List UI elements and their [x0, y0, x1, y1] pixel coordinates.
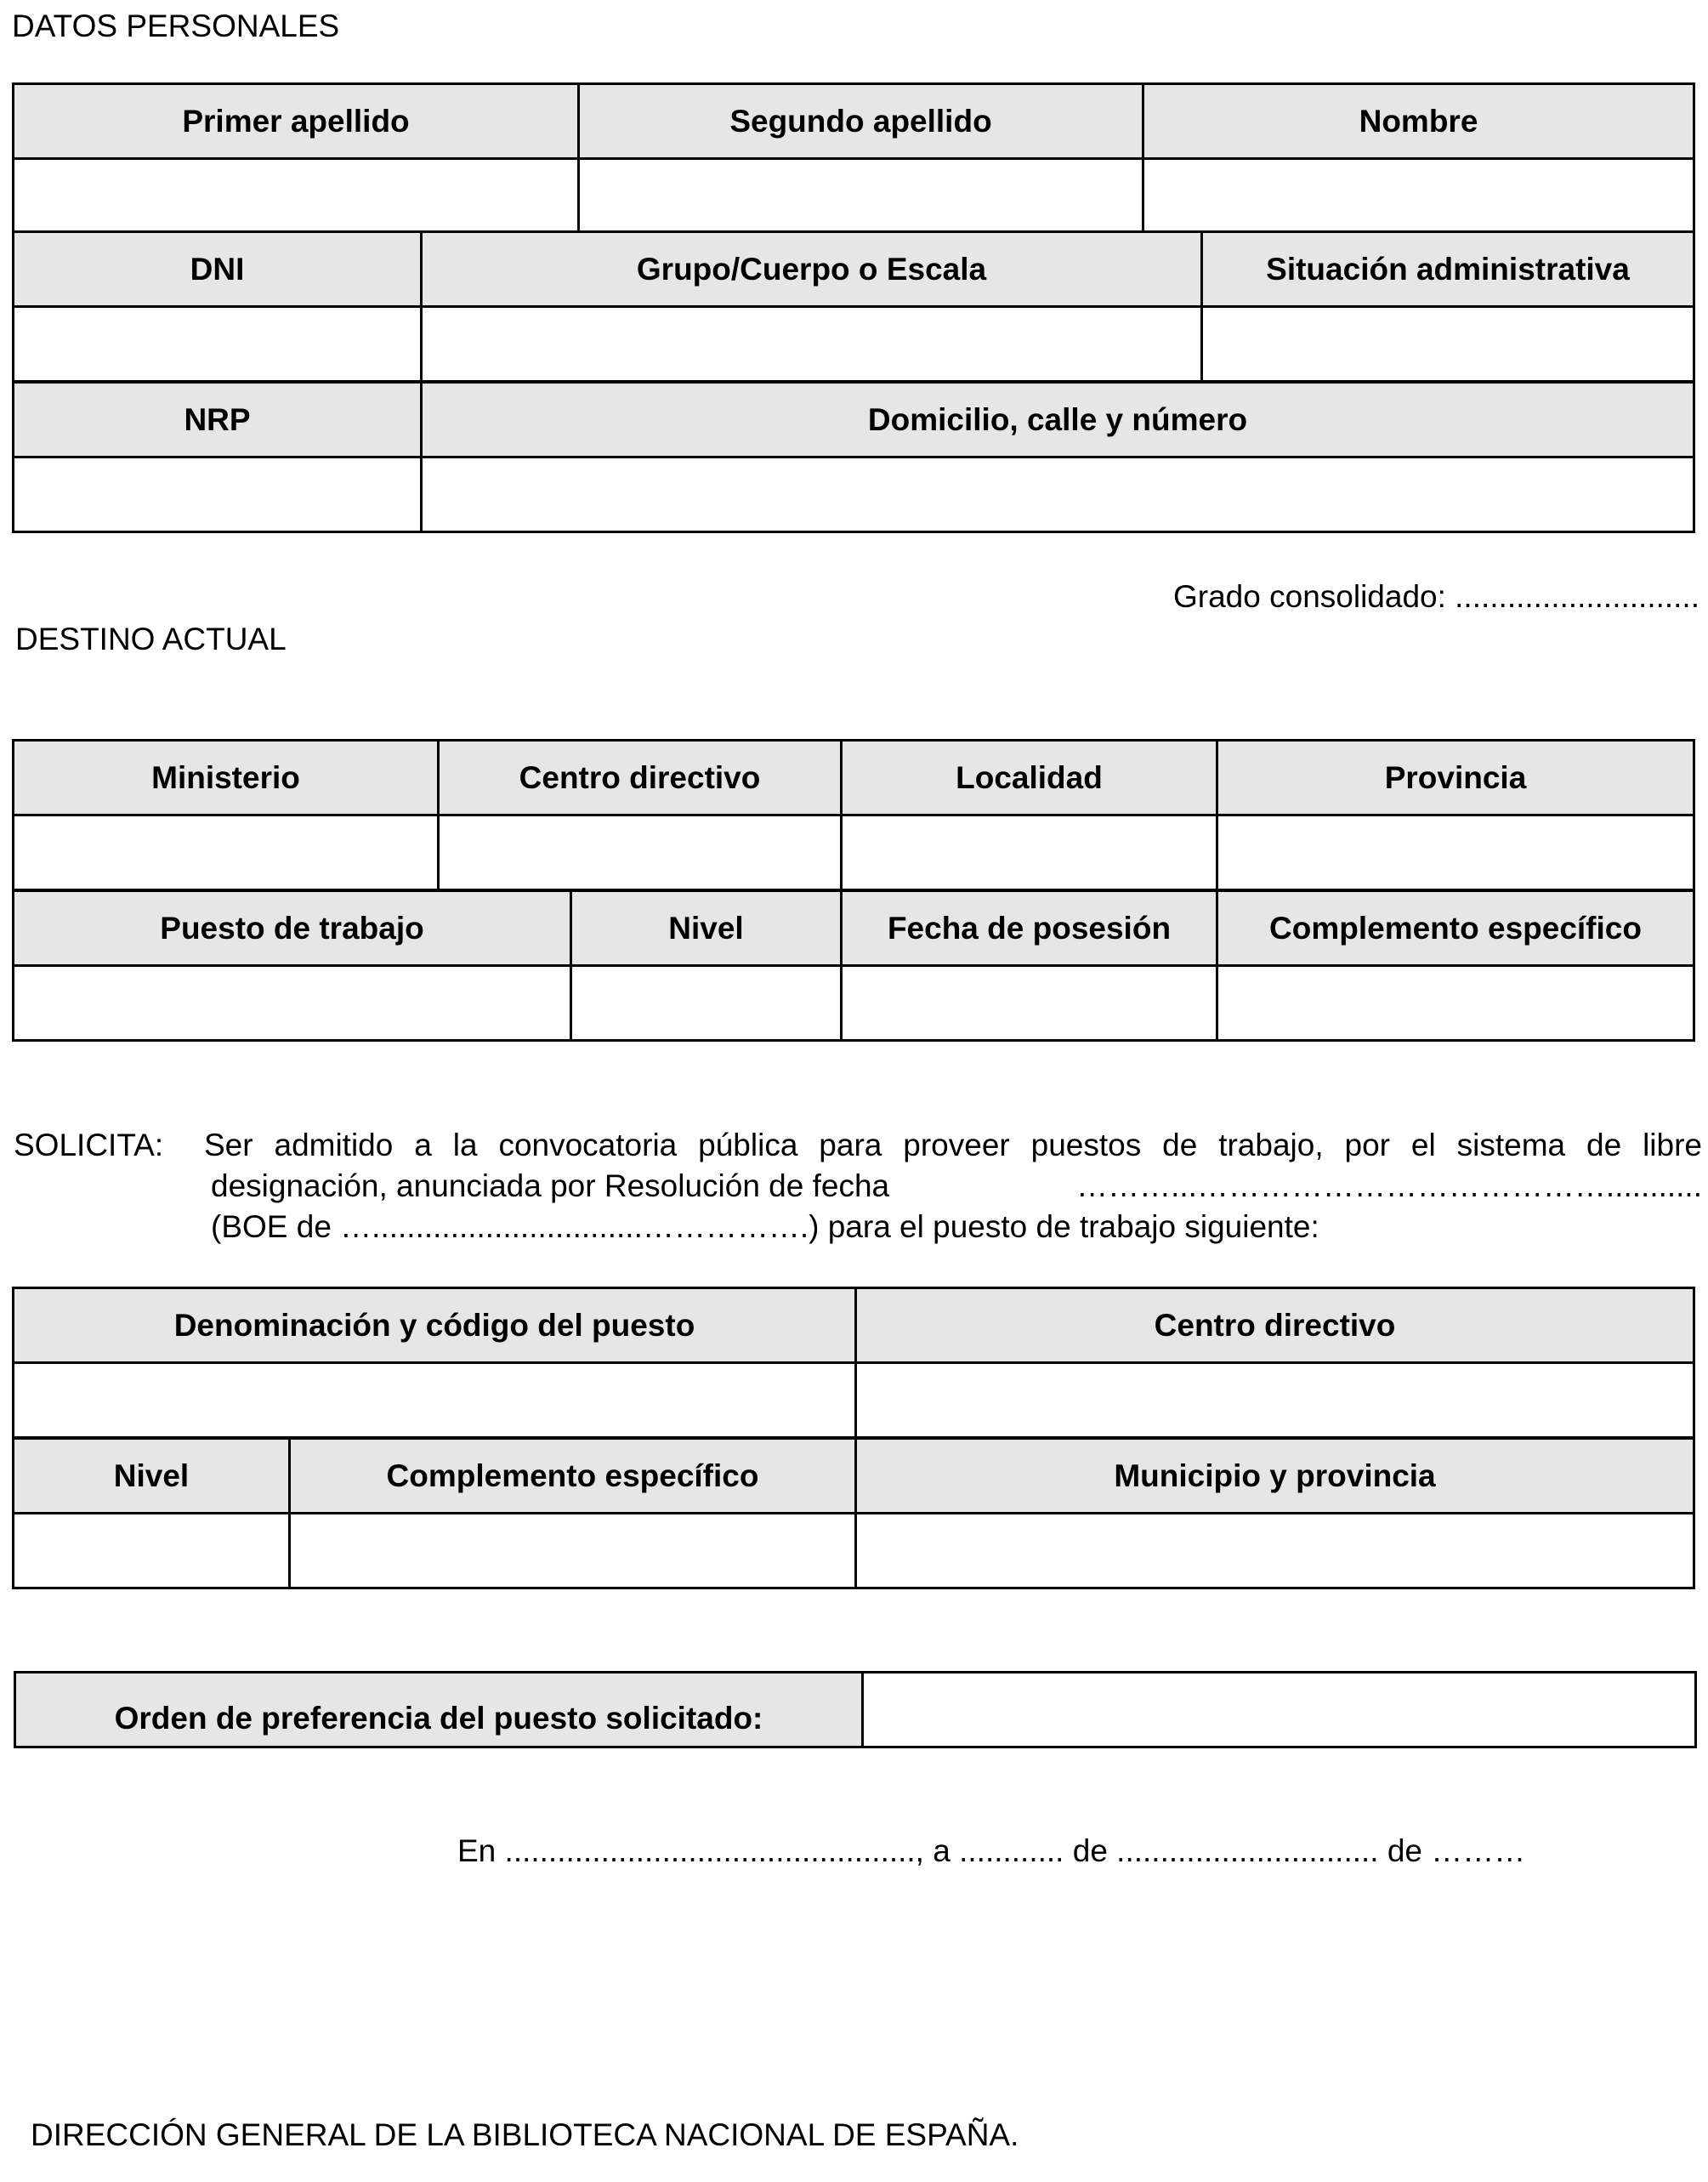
solicita-line-3: (BOE de …...............................…………….) para el puesto de trabajo siguiente:	[211, 1209, 1319, 1244]
header-segundo-apellido: Segundo apellido	[579, 84, 1143, 159]
header-situacion-administrativa: Situación administrativa	[1202, 232, 1694, 307]
primer-apellido-field[interactable]	[14, 159, 579, 234]
resolucion-fecha-dots[interactable]: ………...…………………………………...........	[1076, 1168, 1702, 1203]
fecha-de-posesion-field[interactable]	[842, 966, 1217, 1041]
puesto-solicitado-table-b	[12, 1437, 1695, 1589]
header-domicilio: Domicilio, calle y número	[422, 383, 1694, 457]
header-complemento-especifico: Complemento específico	[1217, 891, 1694, 966]
solicita-line-1: Ser admitido a la convocatoria pública para proveer puestos de trabajo, por el sistema de libre	[204, 1128, 1702, 1162]
nombre-field[interactable]	[1143, 159, 1694, 234]
section-title-destino-actual: DESTINO ACTUAL	[15, 622, 287, 656]
header-complemento-especifico-solicitado: Complemento específico	[290, 1439, 856, 1514]
header-municipio-provincia: Municipio y provincia	[856, 1439, 1694, 1514]
nivel-field[interactable]	[571, 966, 842, 1041]
footer-destinatario: DIRECCIÓN GENERAL DE LA BIBLIOTECA NACIONAL DE ESPAÑA.	[31, 2117, 1019, 2152]
header-localidad: Localidad	[842, 741, 1217, 815]
header-provincia: Provincia	[1217, 741, 1694, 815]
destino-actual-table-b	[12, 889, 1695, 1042]
ministerio-field[interactable]	[14, 815, 439, 890]
nrp-field[interactable]	[14, 457, 422, 532]
header-centro-directivo: Centro directivo	[439, 741, 842, 815]
header-dni: DNI	[14, 232, 422, 307]
situacion-administrativa-field[interactable]	[1202, 307, 1694, 382]
header-denominacion-codigo-puesto: Denominación y código del puesto	[14, 1288, 856, 1363]
lugar-fecha-line[interactable]: En ..............................................., a ............ de .............................. de ………	[457, 1833, 1526, 1868]
header-nivel-solicitado: Nivel	[14, 1439, 290, 1514]
puesto-solicitado-table-a	[12, 1287, 1695, 1439]
grado-consolidado-line[interactable]: Grado consolidado: ............................	[1173, 579, 1699, 614]
header-centro-directivo-solicitado: Centro directivo	[856, 1288, 1694, 1363]
datos-personales-table-a	[12, 82, 1695, 235]
datos-personales-table-b	[12, 230, 1695, 383]
header-nombre: Nombre	[1143, 84, 1694, 159]
destino-actual-table-a	[12, 739, 1695, 891]
nivel-solicitado-field[interactable]	[14, 1514, 290, 1588]
header-nrp: NRP	[14, 383, 422, 457]
header-grupo-cuerpo-escala: Grupo/Cuerpo o Escala	[422, 232, 1202, 307]
localidad-field[interactable]	[842, 815, 1217, 890]
header-primer-apellido: Primer apellido	[14, 84, 579, 159]
header-fecha-de-posesion: Fecha de posesión	[842, 891, 1217, 966]
datos-personales-table-c	[12, 381, 1695, 533]
header-puesto-de-trabajo: Puesto de trabajo	[14, 891, 571, 966]
domicilio-field[interactable]	[422, 457, 1694, 532]
orden-preferencia-label: Orden de preferencia del puesto solicitado:	[15, 1673, 863, 1747]
complemento-especifico-field[interactable]	[1217, 966, 1694, 1041]
puesto-de-trabajo-field[interactable]	[14, 966, 571, 1041]
header-ministerio: Ministerio	[14, 741, 439, 815]
municipio-provincia-field[interactable]	[856, 1514, 1694, 1588]
grupo-cuerpo-escala-field[interactable]	[422, 307, 1202, 382]
orden-preferencia-table	[14, 1671, 1697, 1748]
centro-directivo-solicitado-field[interactable]	[856, 1363, 1694, 1438]
solicita-line-2	[211, 1170, 1702, 1202]
provincia-field[interactable]	[1217, 815, 1694, 890]
denominacion-codigo-puesto-field[interactable]	[14, 1363, 856, 1438]
solicita-label: SOLICITA:	[14, 1128, 164, 1162]
solicita-line-2-text: designación, anunciada por Resolución de fecha	[211, 1168, 890, 1203]
orden-preferencia-field[interactable]	[863, 1673, 1696, 1747]
complemento-especifico-solicitado-field[interactable]	[290, 1514, 856, 1588]
segundo-apellido-field[interactable]	[579, 159, 1143, 234]
section-title-datos-personales: DATOS PERSONALES	[12, 9, 340, 43]
dni-field[interactable]	[14, 307, 422, 382]
centro-directivo-field[interactable]	[439, 815, 842, 890]
header-nivel: Nivel	[571, 891, 842, 966]
